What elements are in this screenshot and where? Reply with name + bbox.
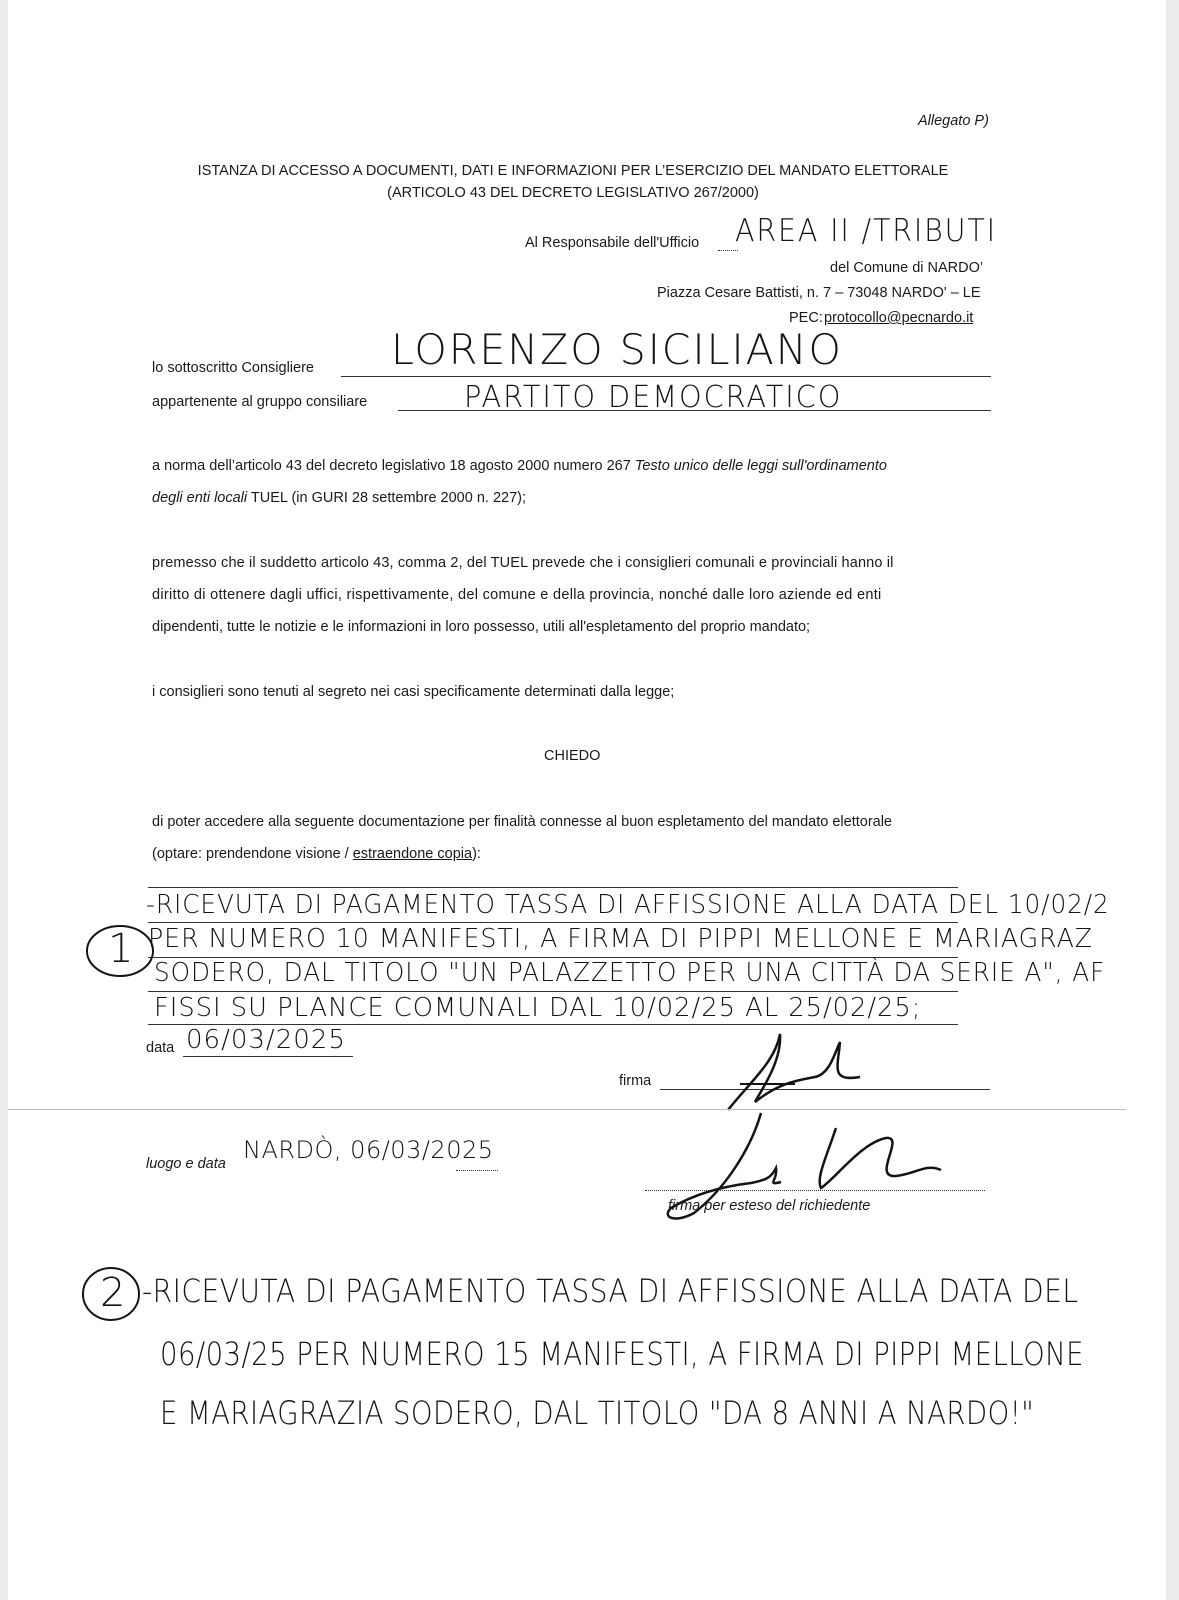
page-fold-line [8, 1109, 1126, 1110]
request1-line-3 [148, 991, 958, 992]
consigliere-line [341, 376, 991, 377]
request1-line-0 [148, 887, 958, 888]
luogo-data-dotted-line [456, 1170, 498, 1171]
request2-number: 2 [100, 1270, 128, 1316]
segreto-paragraph: i consiglieri sono tenuti al segreto nei casi specificamente determinati dalla legge; [152, 684, 675, 700]
data-label: data [146, 1040, 175, 1056]
premesso-line2: diritto di ottenere dagli uffici, rispettivamente, del comune e della provincia, nonché dalle loro aziende ed enti [152, 587, 882, 603]
group-name-handwritten: PARTITO DEMOCRATICO [464, 380, 843, 415]
luogo-data-value-handwritten: NARDÒ, 06/03/2025 [243, 1136, 494, 1164]
request1-text-line4: FISSI SU PLANCE COMUNALI DAL 10/02/25 AL 25/02/25; [154, 993, 922, 1023]
request1-text-line3: SODERO, DAL TITOLO "UN PALAZZETTO PER UNA CITTÀ DA SERIE A", AF [154, 958, 1106, 988]
group-label: appartenente al gruppo consiliare [152, 394, 368, 410]
recipient-comune: del Comune di NARDO’ [830, 260, 984, 276]
request2-text-line1: -RICEVUTA DI PAGAMENTO TASSA DI AFFISSIONE ALLA DATA DEL [142, 1272, 1079, 1310]
recipient-dotted-line [718, 250, 738, 251]
recipient-pec-email[interactable]: protocollo@pecnardo.it [824, 310, 974, 326]
consigliere-name-handwritten: LORENZO SICILIANO [391, 325, 843, 374]
optare-text: (optare: prendendone visione / [152, 846, 349, 862]
recipient-office-handwritten: AREA II /TRIBUTI [735, 213, 997, 249]
premesso-line3: dipendenti, tutte le notizie e le informazioni in loro possesso, utili all'espletamento del proprio mandato; [152, 619, 811, 635]
document-subtitle: (ARTICOLO 43 DEL DECRETO LEGISLATIVO 267/2000) [387, 185, 759, 201]
chiedo-heading: CHIEDO [544, 748, 601, 764]
data-line [183, 1056, 353, 1057]
request1-line-1 [148, 922, 958, 923]
document-title: ISTANZA DI ACCESSO A DOCUMENTI, DATI E INFORMAZIONI PER L’ESERCIZIO DEL MANDATO ELETTORALE [197, 163, 949, 179]
request1-text-line2: PER NUMERO 10 MANIFESTI, A FIRMA DI PIPPI MELLONE E MARIAGRAZ [148, 924, 1094, 954]
request2-text-line3: E MARIAGRAZIA SODERO, DAL TITOLO "DA 8 ANNI A NARDO!" [160, 1394, 1035, 1432]
firma-esteso-label: firma per esteso del richiedente [668, 1198, 871, 1214]
accedere-line2 [152, 846, 481, 862]
document-sheet [8, 0, 1166, 1600]
premesso-line1: premesso che il suddetto articolo 43, comma 2, del TUEL prevede che i consiglieri comunali e provinciali hanno il [152, 555, 894, 571]
accedere-line1: di poter accedere alla seguente documentazione per finalità connesse al buon espletamento del mandato elettorale [152, 814, 892, 830]
firma-signature [720, 1022, 870, 1122]
firma-label: firma [619, 1073, 652, 1089]
norma-tuel: TUEL (in GURI 28 settembre 2000 n. 227); [250, 490, 526, 506]
recipient-address: Piazza Cesare Battisti, n. 7 – 73048 NARDO' – LE [657, 285, 981, 301]
norma-paragraph-line1 [152, 458, 887, 474]
optare-close: ): [472, 846, 481, 862]
data-value-handwritten: 06/03/2025 [186, 1025, 346, 1055]
norma-paragraph-line2 [152, 490, 526, 506]
luogo-data-label: luogo e data [146, 1156, 226, 1172]
recipient-label: Al Responsabile dell'Ufficio [525, 235, 700, 251]
norma-italic-title: Testo unico delle leggi sull'ordinamento [634, 458, 887, 474]
request1-number: 1 [108, 926, 136, 972]
norma-text: a norma dell’articolo 43 del decreto legislativo 18 agosto 2000 numero 267 [152, 458, 631, 474]
norma-italic-enti: degli enti locali [152, 490, 248, 506]
request2-text-line2: 06/03/25 PER NUMERO 15 MANIFESTI, A FIRMA DI PIPPI MELLONE [160, 1335, 1084, 1373]
consigliere-label: lo sottoscritto Consigliere [152, 360, 314, 376]
estraendone-copia-underlined: estraendone copia [352, 846, 473, 862]
recipient-pec-label: PEC: [789, 310, 823, 326]
allegato-label: Allegato P) [918, 113, 989, 129]
request1-text-line1: -RICEVUTA DI PAGAMENTO TASSA DI AFFISSIONE ALLA DATA DEL 10/02/2 [146, 890, 1110, 920]
